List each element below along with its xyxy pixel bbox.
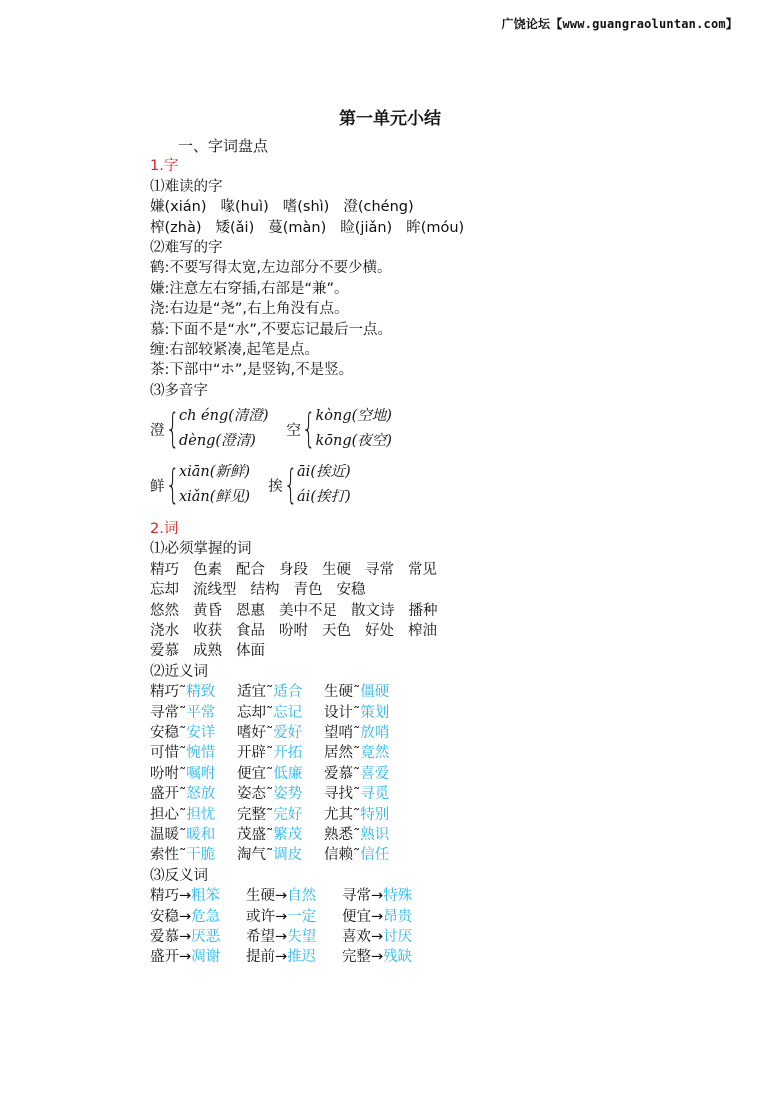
tilde-icon: ˜: [266, 745, 274, 762]
must-word: 身段: [279, 561, 308, 578]
antonym-row: [150, 947, 750, 967]
synonym-row: [150, 764, 750, 784]
synonym-row: [150, 703, 750, 723]
synonyms-list: [150, 682, 750, 866]
arrow-right-icon: →: [275, 949, 288, 966]
arrow-right-icon: →: [179, 949, 192, 966]
tilde-icon: ˜: [353, 724, 361, 741]
hard-read-char: 蔓(màn): [268, 219, 327, 236]
synonym-word: 寻常: [150, 704, 179, 721]
antonym-answer: 失望: [287, 928, 317, 945]
must-words-row: [150, 580, 750, 600]
must-word: 结构: [250, 582, 280, 599]
hard-read-row: [150, 197, 750, 217]
antonym-word: 生硬: [246, 888, 275, 905]
synonym-answer: 平常: [186, 704, 216, 721]
synonym-answer: 暖和: [186, 826, 216, 843]
must-words-row: [150, 641, 750, 661]
polyphone-char: 澄: [150, 422, 165, 439]
antonym-answer: 一定: [287, 908, 317, 925]
arrow-right-icon: →: [275, 928, 288, 945]
antonym-pair: [342, 927, 438, 947]
tilde-icon: ˜: [353, 684, 361, 701]
hard-read-char: 嫌(xián): [150, 199, 207, 216]
antonym-answer: 昂贵: [383, 908, 413, 925]
tilde-icon: ˜: [266, 684, 274, 701]
must-word: 寻常: [365, 561, 394, 578]
hard-write-note: 浇:右边是“尧”,右上角没有点。: [150, 301, 349, 318]
synonym-word: 便宜: [237, 765, 266, 782]
tilde-icon: ˜: [353, 786, 361, 803]
synonym-row: [150, 682, 750, 702]
synonym-pair: [150, 784, 237, 804]
synonym-answer: 喜爱: [360, 765, 390, 782]
synonym-pair: [237, 682, 324, 702]
synonym-word: 担心: [150, 806, 179, 823]
synonym-pair: [150, 723, 237, 743]
must-word: 生硬: [322, 561, 351, 578]
antonym-row: [150, 886, 750, 906]
hard-write-list: [150, 258, 750, 380]
synonym-pair: [324, 764, 411, 784]
arrow-right-icon: →: [275, 908, 288, 925]
synonym-answer: 适合: [273, 684, 303, 701]
polyphone-row: [150, 457, 750, 513]
must-words-row: [150, 560, 750, 580]
synonym-answer: 调皮: [273, 847, 303, 864]
synonym-word: 设计: [324, 704, 353, 721]
antonym-pair: [150, 907, 246, 927]
tilde-icon: ˜: [353, 847, 361, 864]
arrow-right-icon: →: [371, 888, 384, 905]
must-word: 食品: [236, 623, 265, 640]
synonym-word: 嗜好: [237, 724, 266, 741]
antonyms-list: [150, 886, 750, 968]
synonym-word: 居然: [324, 745, 353, 762]
tilde-icon: ˜: [266, 786, 274, 803]
polyphone-reading: xiǎn(鲜见): [178, 489, 251, 506]
synonym-answer: 爱好: [273, 724, 303, 741]
tilde-icon: ˜: [266, 765, 274, 782]
synonym-pair: [150, 845, 237, 865]
must-word: 恩惠: [236, 602, 265, 619]
synonym-answer: 特别: [360, 806, 390, 823]
tilde-icon: ˜: [179, 745, 187, 762]
polyphone-row: [150, 401, 750, 457]
antonym-pair: [150, 947, 246, 967]
tilde-icon: ˜: [266, 847, 274, 864]
polyphone-item: [150, 404, 269, 454]
synonym-answer: 信任: [360, 847, 390, 864]
polyphone-reading: kòng(空地): [315, 408, 392, 425]
antonym-pair: [150, 886, 246, 906]
synonym-word: 忘却: [237, 704, 266, 721]
polyphone-reading: ch éng(清澄): [178, 408, 269, 425]
synonym-answer: 忘记: [273, 704, 303, 721]
polyphone-item: [150, 460, 250, 510]
synonym-answer: 精致: [186, 684, 216, 701]
page-title: 第一单元小结: [339, 109, 441, 129]
synonym-word: 信赖: [324, 847, 353, 864]
synonym-row: [150, 805, 750, 825]
must-word: 散文诗: [351, 602, 395, 619]
must-word: 色素: [193, 561, 222, 578]
must-words-row: [150, 601, 750, 621]
antonym-pair: [342, 947, 438, 967]
synonym-pair: [324, 805, 411, 825]
antonym-pair: [342, 907, 438, 927]
antonym-answer: 自然: [287, 888, 317, 905]
synonym-pair: [324, 845, 411, 865]
synonym-row: [150, 845, 750, 865]
tilde-icon: ˜: [266, 704, 274, 721]
polyphone-readings: [297, 460, 351, 510]
hard-read-row: [150, 218, 750, 238]
synonym-word: 可惜: [150, 745, 179, 762]
synonym-pair: [324, 723, 411, 743]
antonym-word: 便宜: [342, 908, 371, 925]
antonym-pair: [246, 927, 342, 947]
polyphone-item: [268, 460, 351, 510]
antonym-word: 或许: [246, 908, 275, 925]
antonym-pair: [246, 947, 342, 967]
polyphone-item: [287, 404, 392, 454]
tilde-icon: ˜: [179, 684, 187, 701]
hard-write-note: 鹤:不要写得太宽,左边部分不要少横。: [150, 260, 392, 277]
must-word: 天色: [322, 623, 351, 640]
hard-read-char: 睑(jiǎn): [340, 219, 393, 236]
hard-read-char: 榨(zhà): [150, 219, 202, 236]
hard-write-heading: ⑵难写的字: [150, 239, 223, 256]
brace-icon: {: [283, 462, 298, 509]
synonym-pair: [237, 723, 324, 743]
antonym-answer: 凋谢: [191, 949, 221, 966]
synonym-word: 温暖: [150, 826, 179, 843]
must-word: 成熟: [193, 643, 222, 660]
synonym-answer: 开拓: [273, 745, 303, 762]
polyphone-readings: [316, 404, 392, 454]
synonym-pair: [150, 743, 237, 763]
arrow-right-icon: →: [179, 908, 192, 925]
hard-write-note: 慕:下面不是“水”,不要忘记最后一点。: [150, 321, 393, 338]
antonym-word: 精巧: [150, 888, 179, 905]
arrow-right-icon: →: [371, 928, 384, 945]
polyphone-readings: [179, 404, 269, 454]
synonym-answer: 僵硬: [360, 684, 390, 701]
synonym-pair: [237, 764, 324, 784]
synonym-answer: 寻觅: [360, 786, 390, 803]
hard-read-char: 澄(chéng): [343, 199, 414, 216]
synonym-pair: [324, 682, 411, 702]
tilde-icon: ˜: [353, 765, 361, 782]
synonym-pair: [237, 845, 324, 865]
must-words-heading: ⑴必须掌握的词: [150, 541, 252, 558]
hard-write-note: 嫌:注意左右穿插,右部是“兼”。: [150, 280, 349, 297]
polyphone-reading: āi(挨近): [297, 464, 351, 481]
synonym-pair: [237, 784, 324, 804]
must-word: 榨油: [408, 623, 437, 640]
synonym-row: [150, 825, 750, 845]
document-body: [150, 136, 750, 968]
arrow-right-icon: →: [275, 888, 288, 905]
must-word: 配合: [236, 561, 265, 578]
synonym-word: 生硬: [324, 684, 353, 701]
synonym-word: 适宜: [237, 684, 266, 701]
synonym-answer: 低廉: [273, 765, 303, 782]
synonym-word: 寻找: [324, 786, 353, 803]
brace-icon: {: [165, 462, 180, 509]
synonym-pair: [324, 784, 411, 804]
antonym-word: 希望: [246, 928, 275, 945]
synonym-pair: [324, 743, 411, 763]
must-word: 吩咐: [279, 623, 308, 640]
antonyms-heading: ⑶反义词: [150, 867, 208, 884]
synonym-answer: 策划: [360, 704, 390, 721]
must-word: 爱慕: [150, 643, 179, 660]
hard-read-char: 喙(huì): [220, 199, 269, 216]
antonym-pair: [246, 886, 342, 906]
site-header: 广饶论坛【www.guangraoluntan.com】: [501, 17, 738, 31]
synonym-word: 姿态: [237, 786, 266, 803]
synonym-word: 望哨: [324, 724, 353, 741]
synonym-answer: 繁茂: [273, 826, 303, 843]
synonym-word: 吩咐: [150, 765, 179, 782]
synonym-answer: 完好: [273, 806, 303, 823]
synonym-word: 熟悉: [324, 826, 353, 843]
tilde-icon: ˜: [179, 724, 187, 741]
brace-icon: {: [165, 406, 180, 453]
synonym-pair: [324, 703, 411, 723]
arrow-right-icon: →: [179, 928, 192, 945]
must-word: 浇水: [150, 623, 179, 640]
synonym-answer: 姿势: [273, 786, 303, 803]
antonym-answer: 推迟: [287, 949, 317, 966]
synonym-answer: 安详: [186, 724, 216, 741]
must-word: 安稳: [336, 582, 366, 599]
polyphone-reading: xiān(新鲜): [178, 464, 251, 481]
synonym-row: [150, 784, 750, 804]
antonym-word: 安稳: [150, 908, 179, 925]
must-words-list: [150, 560, 750, 662]
brace-icon: {: [301, 406, 316, 453]
must-word: 忘却: [150, 582, 179, 599]
synonym-answer: 嘱咐: [186, 765, 216, 782]
zi-heading: 1.字: [150, 158, 179, 175]
hard-write-note: 茶:下部中“ホ”,是竖钩,不是竖。: [150, 362, 354, 379]
synonym-answer: 放哨: [360, 724, 390, 741]
synonym-word: 尤其: [324, 806, 353, 823]
polyphone-list: [150, 401, 750, 513]
hard-read-heading: ⑴难读的字: [150, 178, 223, 195]
antonym-row: [150, 907, 750, 927]
must-word: 播种: [408, 602, 438, 619]
antonym-word: 盛开: [150, 949, 179, 966]
hard-read-list: [150, 197, 750, 238]
synonym-word: 安稳: [150, 724, 179, 741]
synonym-answer: 惋惜: [186, 745, 216, 762]
synonym-answer: 熟识: [360, 826, 390, 843]
must-word: 青色: [293, 582, 323, 599]
synonym-word: 盛开: [150, 786, 179, 803]
antonym-word: 完整: [342, 949, 371, 966]
tilde-icon: ˜: [266, 806, 274, 823]
arrow-right-icon: →: [371, 908, 384, 925]
synonym-word: 索性: [150, 847, 179, 864]
must-word: 常见: [408, 561, 437, 578]
synonym-pair: [237, 703, 324, 723]
synonym-pair: [150, 825, 237, 845]
antonym-answer: 厌恶: [191, 928, 221, 945]
antonym-pair: [246, 907, 342, 927]
must-word: 精巧: [150, 561, 179, 578]
synonym-pair: [150, 703, 237, 723]
must-word: 黄昏: [193, 602, 222, 619]
ci-heading: 2.词: [150, 521, 179, 538]
polyphone-char: 挨: [268, 478, 283, 495]
antonym-row: [150, 927, 750, 947]
tilde-icon: ˜: [353, 806, 361, 823]
synonym-answer: 竟然: [360, 745, 390, 762]
polyphone-reading: ái(挨打): [297, 489, 351, 506]
synonym-word: 精巧: [150, 684, 179, 701]
must-word: 收获: [193, 623, 222, 640]
polyphone-readings: [179, 460, 250, 510]
must-word: 体面: [236, 643, 265, 660]
synonym-pair: [150, 805, 237, 825]
synonym-word: 完整: [237, 806, 266, 823]
tilde-icon: ˜: [179, 786, 187, 803]
antonym-answer: 残缺: [383, 949, 413, 966]
polyphone-reading: kōng(夜空): [315, 433, 392, 450]
synonym-pair: [150, 682, 237, 702]
arrow-right-icon: →: [371, 949, 384, 966]
polyphone-heading: ⑶多音字: [150, 382, 208, 399]
synonym-word: 爱慕: [324, 765, 353, 782]
antonym-word: 寻常: [342, 888, 371, 905]
hard-read-char: 嗜(shì): [282, 199, 330, 216]
must-word: 美中不足: [279, 602, 337, 619]
polyphone-char: 鲜: [150, 478, 165, 495]
hard-read-char: 矮(ǎi): [215, 219, 255, 236]
tilde-icon: ˜: [266, 826, 274, 843]
tilde-icon: ˜: [353, 704, 361, 721]
polyphone-reading: dèng(澄清): [178, 433, 256, 450]
antonym-answer: 特殊: [383, 888, 413, 905]
must-word: 悠然: [150, 602, 179, 619]
must-words-row: [150, 621, 750, 641]
antonym-word: 爱慕: [150, 928, 179, 945]
synonym-row: [150, 723, 750, 743]
synonym-pair: [237, 805, 324, 825]
antonym-word: 喜欢: [342, 928, 371, 945]
synonym-answer: 怒放: [186, 786, 216, 803]
must-word: 流线型: [193, 582, 237, 599]
synonym-answer: 担忧: [186, 806, 216, 823]
antonym-answer: 讨厌: [383, 928, 413, 945]
antonym-word: 提前: [246, 949, 275, 966]
hard-read-char: 眸(móu): [406, 219, 465, 236]
tilde-icon: ˜: [179, 806, 187, 823]
polyphone-char: 空: [286, 422, 302, 439]
synonym-row: [150, 743, 750, 763]
synonym-pair: [150, 764, 237, 784]
tilde-icon: ˜: [179, 704, 187, 721]
synonym-pair: [237, 743, 324, 763]
tilde-icon: ˜: [266, 724, 274, 741]
must-word: 好处: [365, 623, 394, 640]
synonym-word: 茂盛: [237, 826, 266, 843]
section-heading: 一、字词盘点: [178, 137, 269, 155]
antonym-answer: 危急: [191, 908, 221, 925]
arrow-right-icon: →: [179, 888, 192, 905]
synonym-answer: 干脆: [186, 847, 216, 864]
antonym-pair: [342, 886, 438, 906]
tilde-icon: ˜: [353, 745, 361, 762]
tilde-icon: ˜: [179, 765, 187, 782]
synonym-word: 淘气: [237, 847, 266, 864]
synonym-word: 开辟: [237, 745, 266, 762]
synonym-pair: [324, 825, 411, 845]
tilde-icon: ˜: [353, 826, 361, 843]
hard-write-note: 缠:右部较紧凑,起笔是点。: [150, 341, 319, 358]
antonym-answer: 粗笨: [191, 888, 221, 905]
tilde-icon: ˜: [179, 847, 187, 864]
antonym-pair: [150, 927, 246, 947]
tilde-icon: ˜: [179, 826, 187, 843]
synonyms-heading: ⑵近义词: [150, 663, 208, 680]
synonym-pair: [237, 825, 324, 845]
